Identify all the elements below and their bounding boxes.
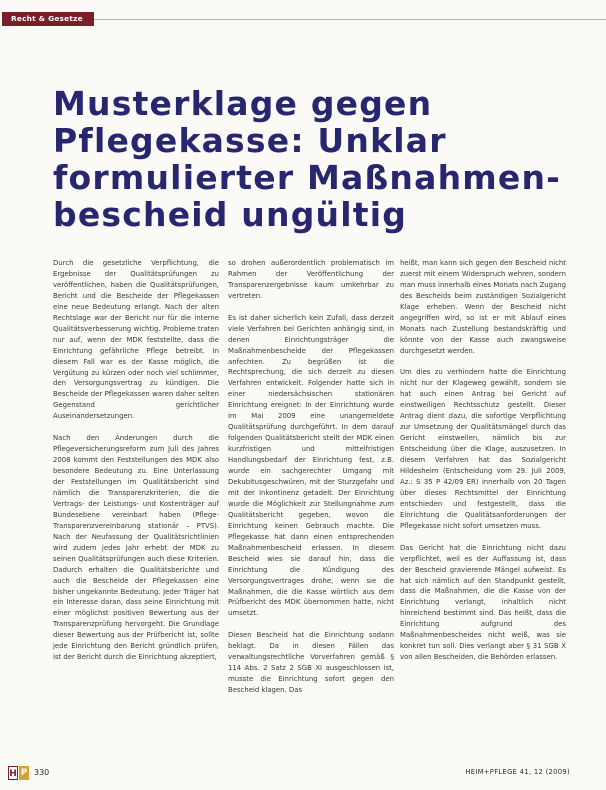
logo-h: H bbox=[8, 766, 18, 780]
logo-p: P bbox=[20, 768, 28, 778]
column-3 bbox=[400, 258, 566, 663]
paragraph: Um dies zu verhindern hatte die Einrichtung nicht nur der Klageweg gewählt, sondern sie hat auch einen Antrag bei Gericht auf einstweiligen Rechtsschutz gestellt. Dieser Antrag dient dazu, die sofortige Verpflichtung zur Umsetzung der Qualitätsmängel durch das Gericht einstweilen, nämlich bis zur Entscheidung über die Klage, auszusetzen. In diesem Verfahren hat das Sozialgericht Hildesheim (Entscheidung vom 29. Juli 2009, Az.: S 35 P 42/09 ER) innerhalb von 20 Tagen über dieses Rechtsmittel der Einrichtung entschieden und festgestellt, dass die Einrichtung die Qualitätsanforderungen der Pflegekasse nicht sofort umsetzen muss. bbox=[400, 368, 566, 530]
journal-citation: HEIM+PFLEGE 41, 12 (2009) bbox=[465, 768, 570, 776]
paragraph: Diesen Bescheid hat die Einrichtung sodann beklagt. Da in diesen Fällen das verwaltungsrechtliche Vorverfahren gemäß § 114 Abs. 2 Satz 2 SGB XI ausgeschlossen ist, musste die Einrichtung sofort gegen den Bescheid klagen. Das bbox=[228, 631, 394, 695]
page-footer bbox=[0, 762, 606, 790]
headline-line: formulierter Maßnahmen- bbox=[53, 158, 562, 197]
page-header bbox=[0, 0, 606, 40]
article-headline bbox=[53, 85, 573, 233]
headline-line: Musterklage gegen bbox=[53, 84, 433, 123]
section-tag: Recht & Gesetze bbox=[2, 12, 94, 26]
page-number: 330 bbox=[34, 768, 50, 777]
column-1 bbox=[53, 258, 219, 663]
article-body bbox=[0, 258, 606, 758]
paragraph: Es ist daher sicherlich kein Zufall, dass derzeit viele Verfahren bei Gerichten anhängig sind, in denen Einrichtungsträger die Maßnahmenbescheide der Pflegekassen anfechten. Zu begrüßen ist die Rechtsprechung, die sich derzeit zu diesen Verfahren entwickelt. Folgender hatte sich in einer niedersächsischen stationären Einrichtung ereignet: In der Einrichtung wurde im Mai 2009 eine unangemeldete Qualitätsprüfung durchgeführt. In dem darauf folgenden Qualitätsbericht stellt der MDK einen kurzfristigen und mittelfristigen Handlungsbedarf der Einrichtung fest, z.B. wurde ein sachgerechter Umgang mit Dekubitusgeschwüren, mit der Sturzgefahr und mit der Inkontinenz getadelt. Der Einrichtung wurde die Möglichkeit zur Stellungnahme zum Qualitätsbericht gegeben, wovon die Einrichtung keinen Gebrauch machte. Die Pflegekasse hat dann einen entsprechenden Maßnahmenbescheid erlassen. In diesem Bescheid wies sie darauf hin, dass die Einrichtung die Kündigung des Versorgungsvertrages drohe, wenn sie die Maßnahmen, die die Kasse wörtlich aus dem Prüfbericht des MDK übernommen hatte, nicht umsetzt. bbox=[228, 313, 394, 618]
paragraph: so drohen außerordentlich problematisch im Rahmen der Veröffentlichung der Transparenzergebnisse kaum umkehrbar zu vertreten. bbox=[228, 259, 394, 300]
paragraph: Nach den Änderungen durch die Pflegeversicherungsreform zum Juli des Jahres 2008 kommt den Feststellungen des MDK also besondere Bedeutung zu. Eine Unterlassung der Feststellungen im Qualitätsbericht sind nämlich die Transparenzkriterien, die die Vertrags- der Leistungs- und Kostenträger auf Bundesebene vereinbart haben (Pflege-Transparenzvereinbarung stationär – PTVS). Nach der Neufassung der Qualitätsrichtlinien wird zudem jedes Jahr erhebt der MDK zu seinen Qualitätsprüfungen auch diese Kriterien. Dadurch erhalten die Qualitätsberichte und auch die Bescheide der Pflegekassen eine bisher ungekannte Bedeutung. Jeder Träger hat ein Interesse daran, dass seine Einrichtung mit einer möglichst positiven Bewertung aus der Transparenzprüfung hervorgeht. Die Grundlage dieser Bewertung aus der Prüfbericht ist, sollte jede Einrichtung den Bericht gründlich prüfen, ist der Bericht durch die Einrichtung akzeptiert, bbox=[53, 434, 219, 662]
column-2 bbox=[228, 258, 394, 696]
header-rule bbox=[94, 19, 606, 20]
paragraph: Durch die gesetzliche Verpflichtung, die Ergebnisse der Qualitätsprüfungen zu veröffentlichen, haben die Qualitätsprüfungen, Bericht und die Bescheide der Pflegekassen eine neue Bedeutung erlangt. Nach der alten Rechtslage war der Bericht nur für die interne Qualitätsverbesserung wichtig. Probleme traten nur auf, wenn der MDK feststellte, dass die Einrichtung gefährliche Pflege betreibt. In diesem Fall war es der Kasse möglich, die Vergütung zu kürzen oder noch viel schlimmer, den Versorgungsvertrag zu kündigen. Die Bescheide der Pflegekassen waren daher selten Gegenstand gerichtlicher Auseinandersetzungen. bbox=[53, 259, 219, 421]
headline-line: bescheid ungültig bbox=[53, 195, 408, 234]
paragraph: Das Gericht hat die Einrichtung nicht dazu verpflichtet, weil es der Auffassung ist, dass der Bescheid gravierende Mängel aufweist. Es hat sich nämlich auf den Standpunkt gestellt, dass die Maßnahmen, die die Kasse von der Einrichtung verlangt, inhaltlich nicht hinreichend bestimmt sind. Das heißt, dass die Einrichtung aufgrund des Maßnahmenbescheides nicht weiß, was sie konkret tun soll. Dies verlangt aber § 31 SGB X von allen Bescheiden, die Behörden erlassen. bbox=[400, 543, 566, 662]
headline-line: Pflegekasse: Unklar bbox=[53, 121, 447, 160]
paragraph: heißt, man kann sich gegen den Bescheid nicht zuerst mit einem Widerspruch wehren, sondern man muss innerhalb eines Monats nach Zugang des Bescheids beim zuständigen Sozialgericht Klage erheben. Wenn der Bescheid nicht angegriffen wird, so ist er mit Ablauf eines Monats nach Zustellung bestandskräftig und könnte von der Kasse auch zwangsweise durchgesetzt werden. bbox=[400, 259, 566, 355]
journal-logo bbox=[8, 766, 30, 780]
